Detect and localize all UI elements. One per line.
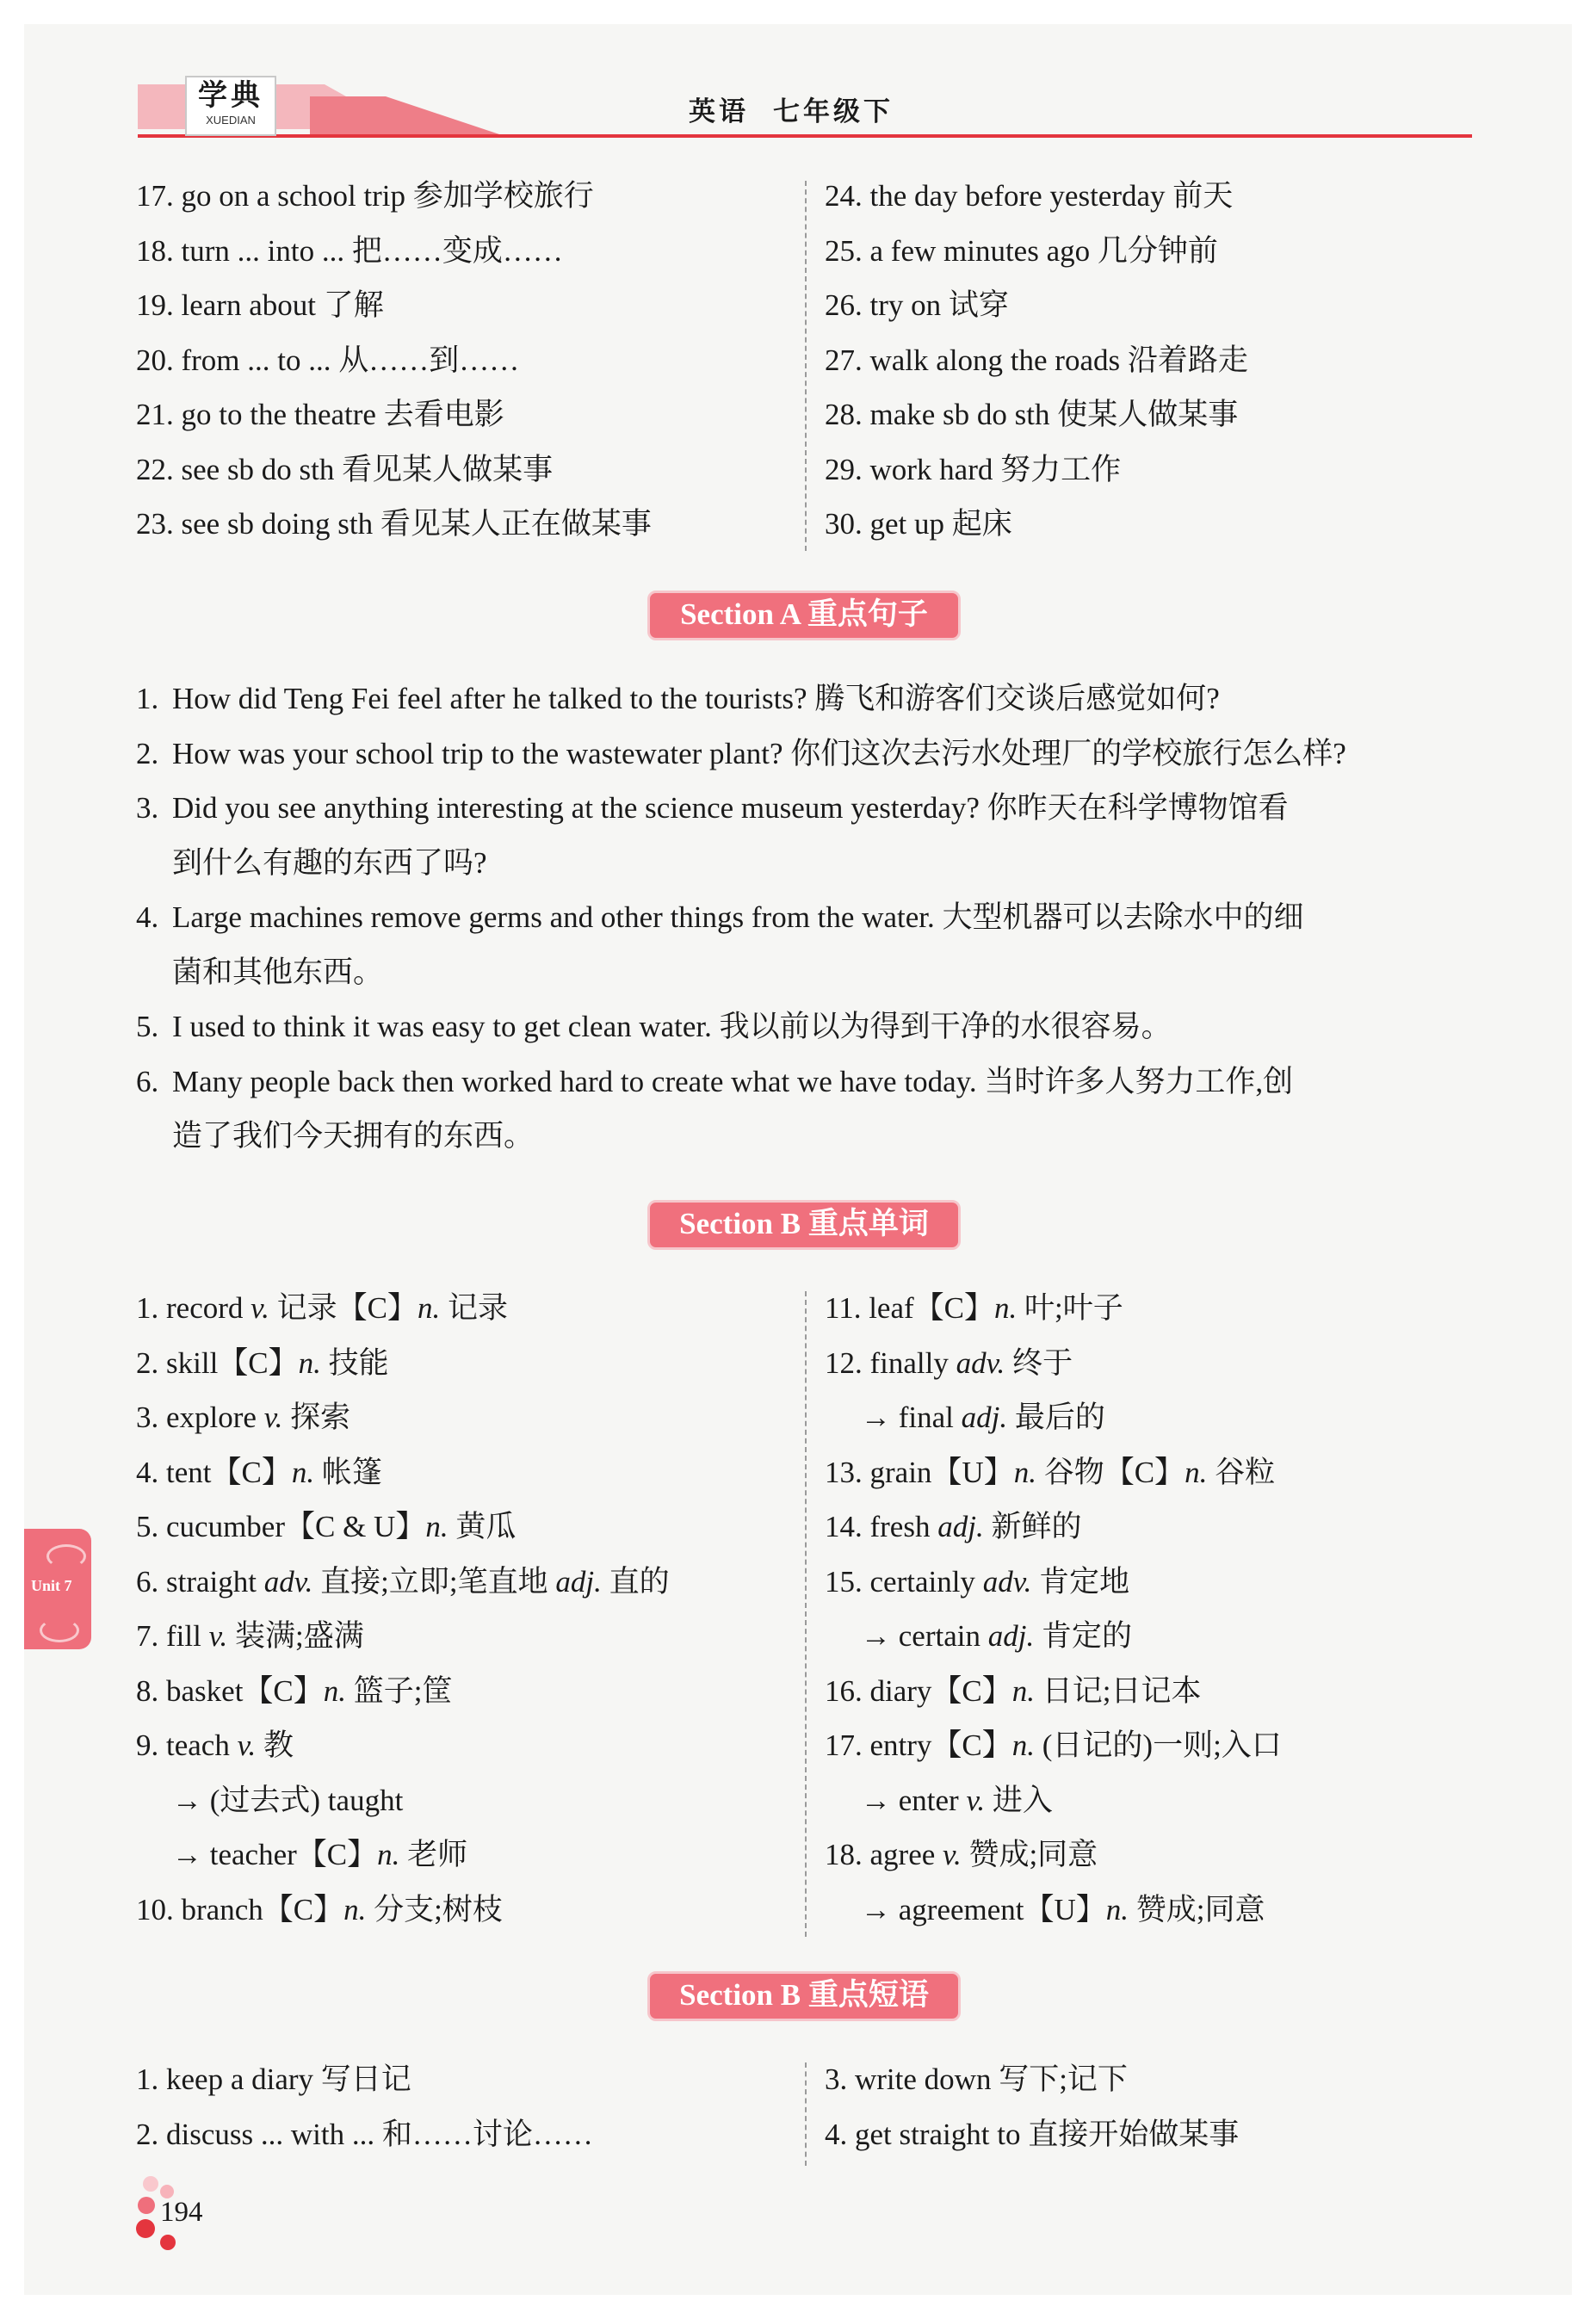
vocab-item: 16. diary【C】n. 日记;日记本 <box>825 1673 1202 1708</box>
list-item: 25. a few minutes ago 几分钟前 <box>825 233 1218 268</box>
vocab-item: 8. basket【C】n. 篮子;筐 <box>136 1673 453 1708</box>
list-item: 27. walk along the roads 沿着路走 <box>825 343 1248 377</box>
header-subject: 英语 <box>689 96 749 127</box>
unit-side-tab <box>24 1529 91 1649</box>
vocab-item: 3. explore v. 探索 <box>136 1401 351 1434</box>
publisher-logo: 学典 XUEDIAN <box>185 76 276 136</box>
list-item: 2. discuss ... with ... 和……讨论…… <box>136 2117 593 2151</box>
phrase-list-b-left <box>136 2052 593 2161</box>
list-item: 28. make sb do sth 使某人做某事 <box>825 398 1239 431</box>
sentence-item: 5. I used to think it was easy to get clean water. 我以前以为得到干净的水很容易。 <box>136 1010 1172 1043</box>
vocab-item: → teacher【C】n. 老师 <box>172 1838 468 1871</box>
vocab-item: 6. straight adv. 直接;立即;笔直地 adj. 直的 <box>136 1564 670 1599</box>
vocab-item: 4. tent【C】n. 帐篷 <box>136 1455 382 1489</box>
header-title <box>689 90 918 128</box>
list-item: 3. write down 写下;记下 <box>825 2062 1128 2096</box>
section-b-words-banner: Section B 重点单词 <box>647 1200 961 1250</box>
column-divider <box>805 2062 807 2166</box>
vocab-item: → final adj. 最后的 <box>861 1401 1105 1434</box>
column-divider <box>805 181 807 551</box>
sentence-item: 6. Many people back then worked hard to create what we have today. 当时许多人努力工作,创 造了我们今天拥有的东西。 <box>136 1064 1294 1153</box>
list-item: 4. get straight to 直接开始做某事 <box>825 2117 1240 2151</box>
list-item: 20. from ... to ... 从……到…… <box>136 343 520 377</box>
sentence-item: 1. How did Teng Fei feel after he talked to the tourists? 腾飞和游客们交谈后感觉如何? <box>136 682 1220 715</box>
header-decoration-dark <box>310 96 499 134</box>
vocab-item: 13. grain【U】n. 谷物【C】n. 谷粒 <box>825 1455 1276 1489</box>
sentence-item: 3. Did you see anything interesting at the science museum yesterday? 你昨天在科学博物馆看 到什么有趣的东西了吗? <box>136 791 1289 880</box>
word-list-right <box>825 1281 1282 1937</box>
vocab-item: 15. certainly adv. 肯定地 <box>825 1564 1130 1599</box>
vocab-item: 14. fresh adj. 新鲜的 <box>825 1510 1082 1543</box>
list-item: 30. get up 起床 <box>825 507 1012 541</box>
section-b-phrases-banner: Section B 重点短语 <box>647 1971 961 2021</box>
vocab-item: 10. branch【C】n. 分支;树枝 <box>136 1892 503 1926</box>
vocab-item: 2. skill【C】n. 技能 <box>136 1345 389 1380</box>
phrase-list-left <box>136 169 652 552</box>
list-item: 21. go to the theatre 去看电影 <box>136 398 504 431</box>
vocab-item: 7. fill v. 装满;盛满 <box>136 1619 364 1653</box>
word-list-left <box>136 1281 670 1937</box>
list-item: 1. keep a diary 写日记 <box>136 2062 411 2096</box>
page-number: 194 <box>160 2197 203 2228</box>
phrase-list-b-right <box>825 2052 1239 2161</box>
list-item: 24. the day before yesterday 前天 <box>825 179 1234 213</box>
vocab-item: 17. entry【C】n. (日记的)一则;入口 <box>825 1728 1282 1762</box>
section-a-sentences-banner: Section A 重点句子 <box>647 591 961 640</box>
unit-label: Unit 7 <box>31 1577 72 1594</box>
vocab-item: 11. leaf【C】n. 叶;叶子 <box>825 1291 1123 1325</box>
list-item: 23. see sb doing sth 看见某人正在做某事 <box>136 507 652 541</box>
list-item: 26. try on 试穿 <box>825 288 1009 322</box>
list-item: 29. work hard 努力工作 <box>825 452 1122 486</box>
sentence-item: 4. Large machines remove germs and other things from the water. 大型机器可以去除水中的细 菌和其他东西。 <box>136 900 1304 989</box>
phrase-list-right <box>825 169 1248 552</box>
vocab-item: 12. finally adv. 终于 <box>825 1345 1073 1380</box>
sentence-item: 2. How was your school trip to the wastewater plant? 你们这次去污水处理厂的学校旅行怎么样? <box>136 736 1346 770</box>
vocab-item: 1. record v. 记录【C】n. 记录 <box>136 1291 508 1325</box>
header-grade: 七年级下 <box>773 96 894 127</box>
list-item: 19. learn about 了解 <box>136 288 384 322</box>
vocab-item: → enter v. 进入 <box>861 1783 1053 1817</box>
vocab-item: → certain adj. 肯定的 <box>861 1619 1132 1653</box>
list-item: 18. turn ... into ... 把……变成…… <box>136 233 563 268</box>
column-divider <box>805 1291 807 1937</box>
vocab-item: 5. cucumber【C & U】n. 黄瓜 <box>136 1510 517 1543</box>
list-item: 17. go on a school trip 参加学校旅行 <box>136 179 594 213</box>
vocab-item: 18. agree v. 赞成;同意 <box>825 1838 1098 1871</box>
swirl-decoration-icon <box>40 1618 79 1642</box>
vocab-item: 9. teach v. 教 <box>136 1728 294 1762</box>
swirl-decoration-icon <box>46 1544 86 1568</box>
vocab-item: → (过去式) taught <box>172 1783 404 1817</box>
sentence-list <box>136 671 1479 1164</box>
list-item: 22. see sb do sth 看见某人做某事 <box>136 452 554 486</box>
page-header <box>0 0 1596 172</box>
header-rule <box>138 134 1472 138</box>
vocab-item: → agreement【U】n. 赞成;同意 <box>861 1892 1265 1926</box>
